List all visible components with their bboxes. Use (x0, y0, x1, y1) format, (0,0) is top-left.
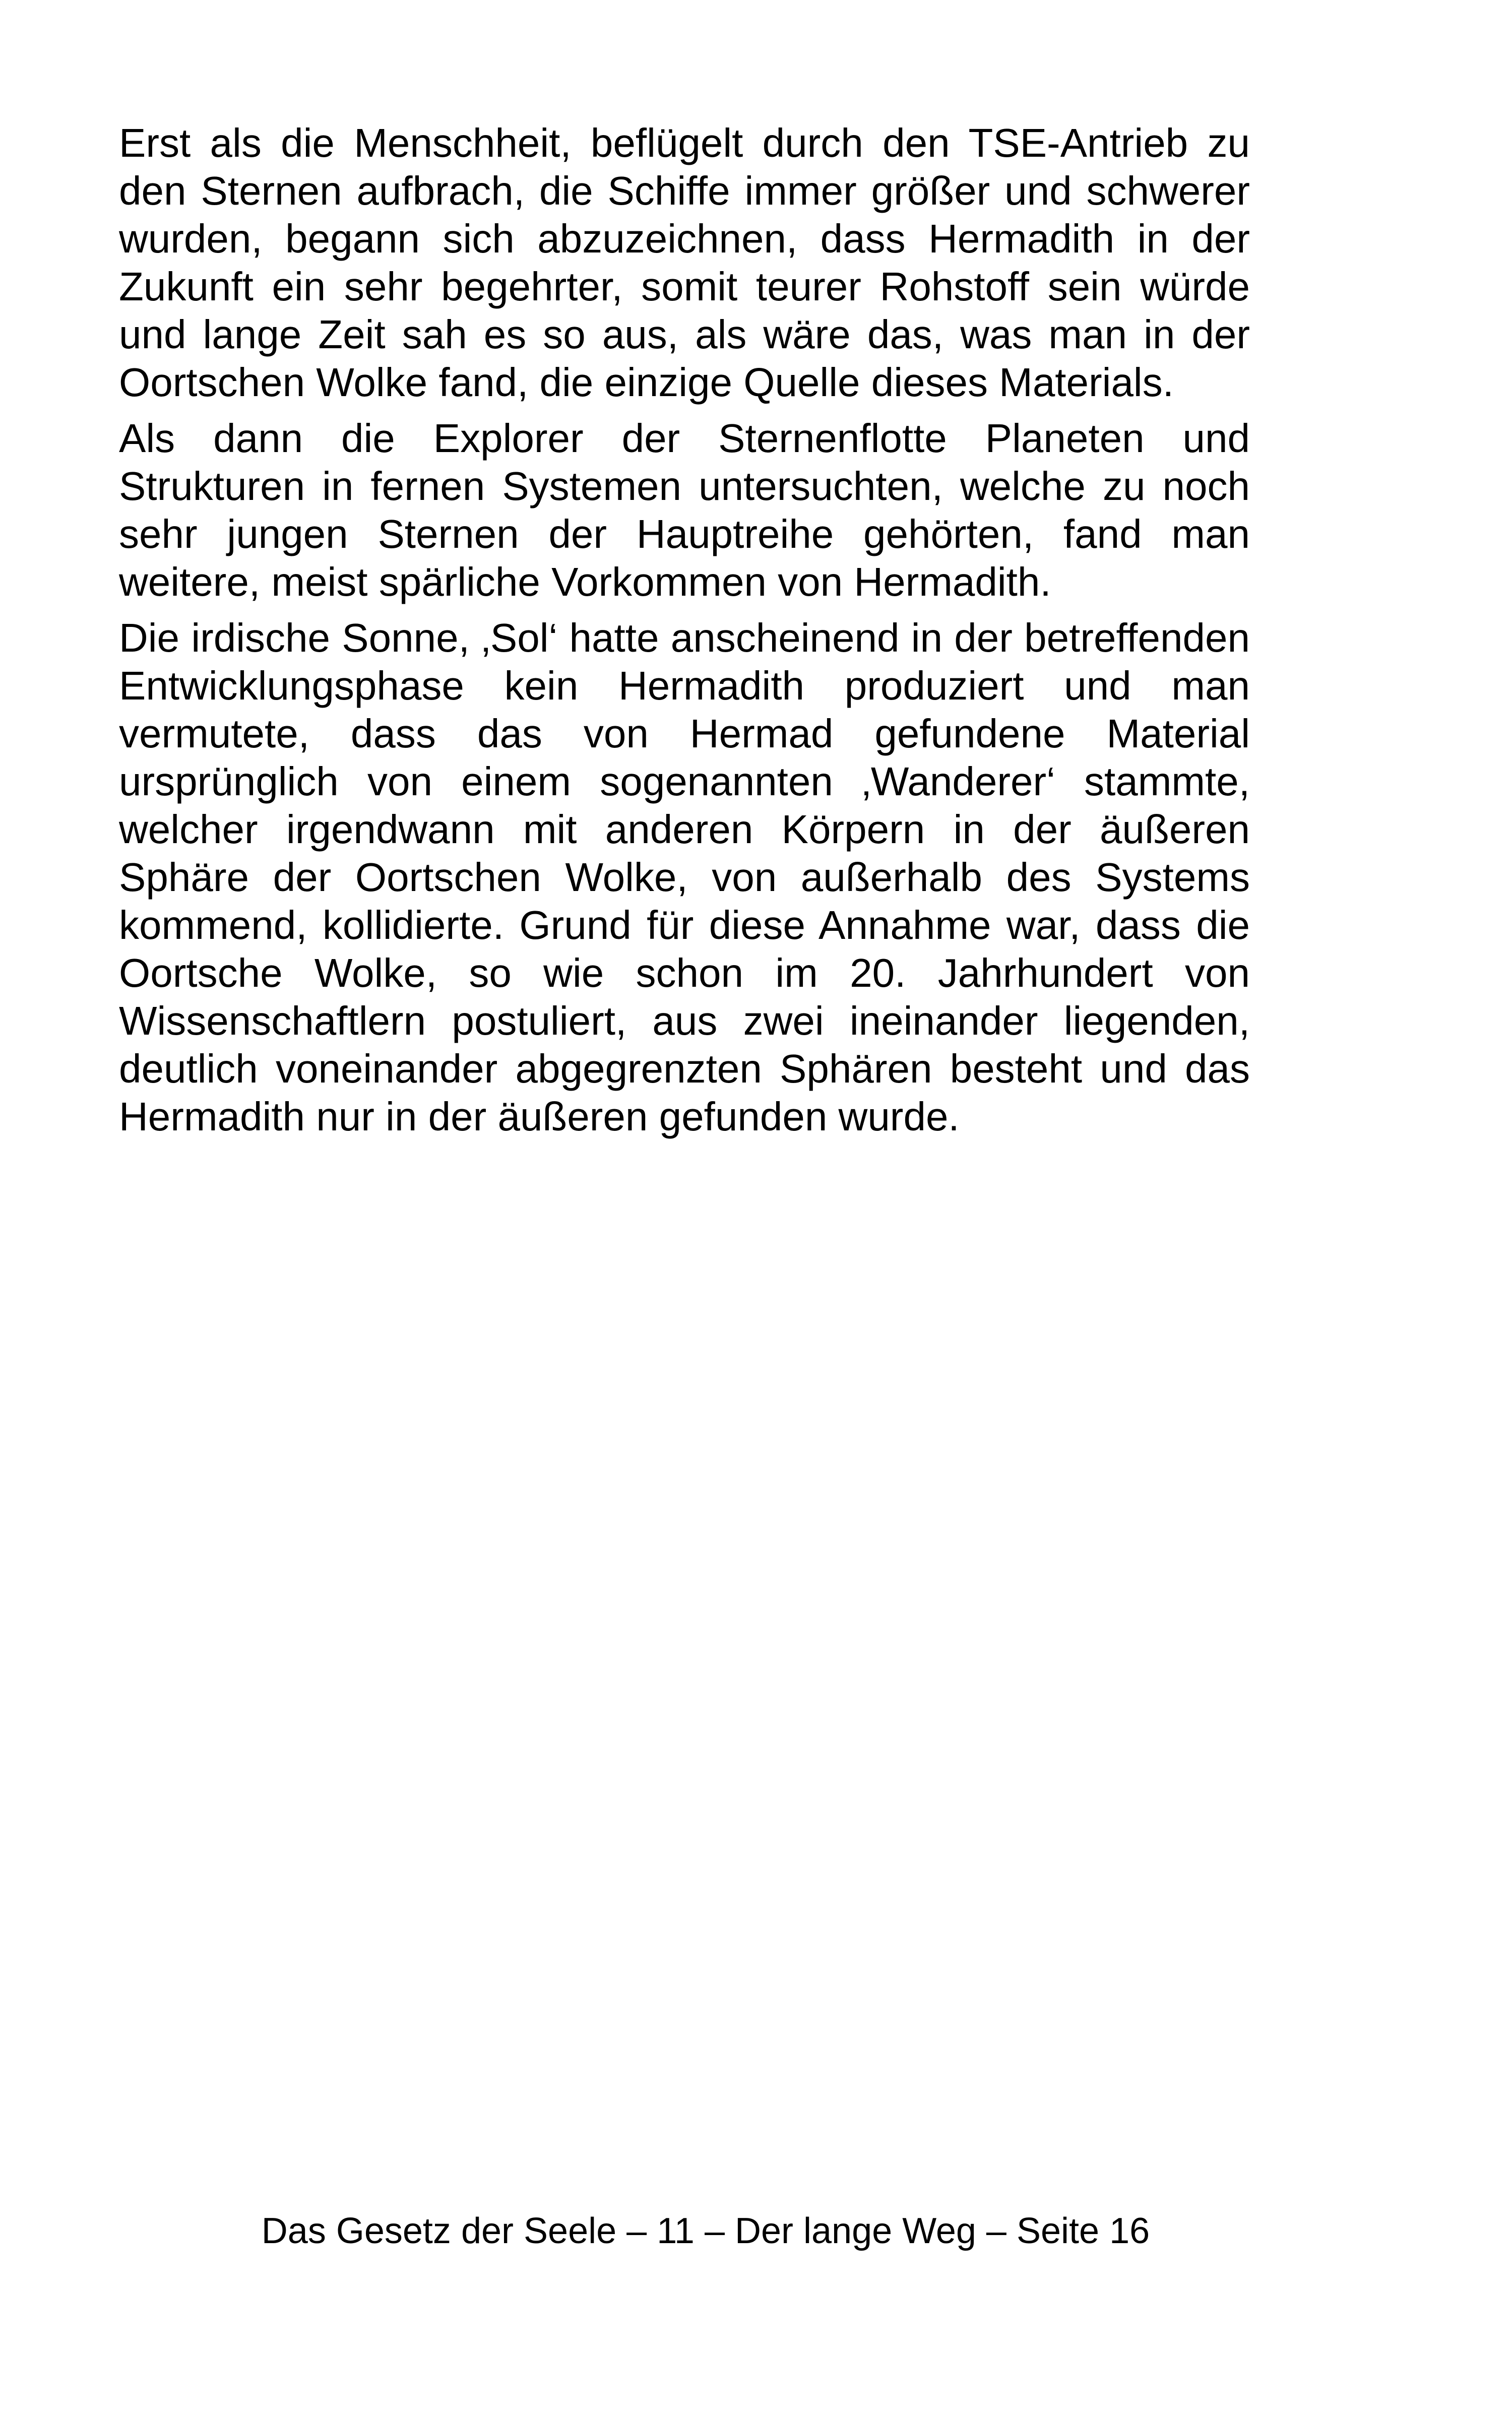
body-text (119, 119, 1250, 1149)
paragraph-2: Als dann die Explorer der Sternenflotte Planeten und Strukturen in fernen Systemen untersuchten, welche zu noch sehr jungen Sternen der Hauptreihe gehörten, fand man weitere, meist spärliche Vorkommen von Hermadith. (119, 416, 1250, 604)
paragraph-3: Die irdische Sonne, ‚Sol‘ hatte anscheinend in der betreffenden Entwicklungsphase kein Hermadith produziert und man vermutete, dass das von Hermad gefundene Material ursprünglich von einem sogenannten ‚Wanderer‘ stammte, welcher irgendwann mit anderen Körpern in der äußeren Sphäre der Oortschen Wolke, von außerhalb des Systems kommend, kollidierte. Grund für diese Annahme war, dass die Oortsche Wolke, so wie schon im 20. Jahrhundert von Wissenschaftlern postuliert, aus zwei ineinander liegenden, deutlich voneinander abgegrenzten Sphären besteht und das Hermadith nur in der äußeren gefunden wurde. (119, 615, 1250, 1139)
paragraph-1: Erst als die Menschheit, beflügelt durch den TSE-Antrieb zu den Sternen aufbrach, die Schiffe immer größer und schwerer wurden, begann sich abzuzeichnen, dass Hermadith in der Zukunft ein sehr begehrter, somit teurer Rohstoff sein würde und lange Zeit sah es so aus, als wäre das, was man in der Oortschen Wolke fand, die einzige Quelle dieses Materials. (119, 120, 1250, 405)
page-footer: Das Gesetz der Seele – 11 – Der lange Weg – Seite 16 (261, 2211, 1150, 2251)
